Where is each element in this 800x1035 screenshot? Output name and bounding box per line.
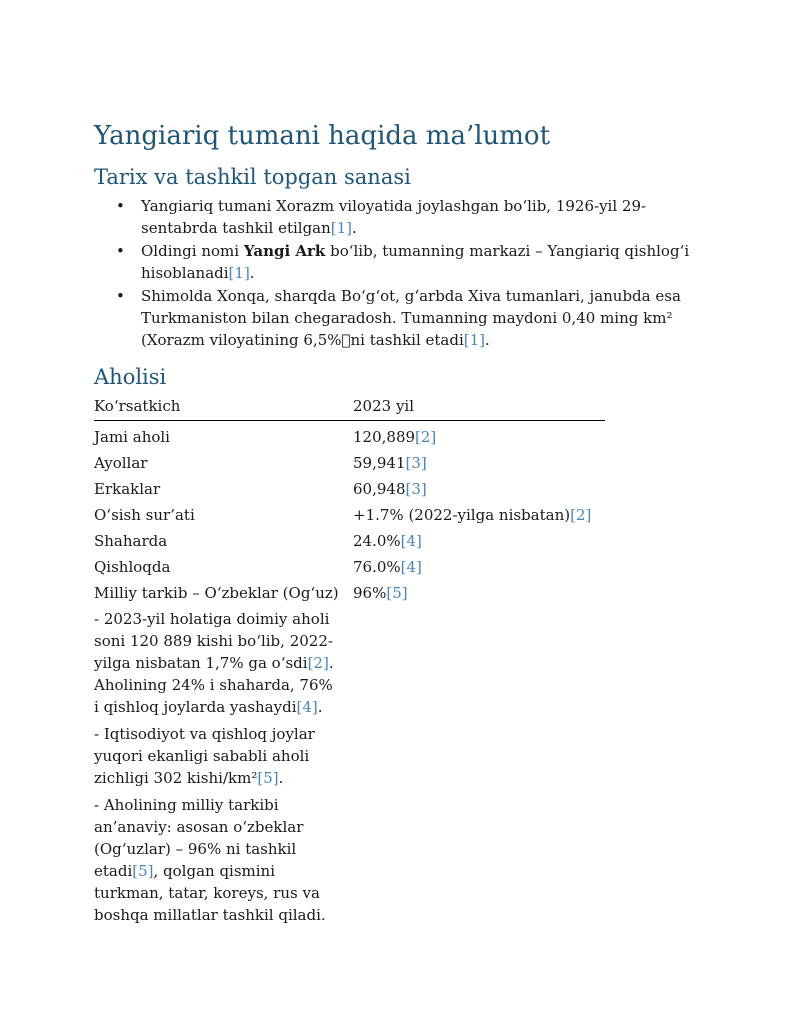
table-row <box>94 500 605 526</box>
bullet-dot-icon: • <box>116 197 125 215</box>
population-notes <box>94 608 334 926</box>
row-value: 60,948[3] <box>353 480 427 498</box>
history-bullet-list <box>94 195 714 351</box>
row-label: Shaharda <box>94 532 168 550</box>
table-row <box>94 526 605 552</box>
bullet-item: • Oldingi nomi Yangi Ark boʻlib, tumanning markazi – Yangiariq qishlogʻi hisoblanadi[1]. <box>116 242 690 282</box>
row-label: Erkaklar <box>94 480 161 498</box>
bullet-item: • Yangiariq tumani Xorazm viloyatida joylashgan boʻlib, 1926-yil 29-sentabrda tashkil etilgan[1]. <box>116 197 647 237</box>
citation-link[interactable]: [2] <box>415 428 437 446</box>
citation-link[interactable]: [4] <box>400 532 422 550</box>
row-label: Jami aholi <box>94 428 170 446</box>
citation-link[interactable]: [1] <box>228 264 250 282</box>
row-value: 24.0%[4] <box>353 532 422 550</box>
bullet-dot-icon: • <box>116 242 125 260</box>
citation-link[interactable]: [5] <box>386 584 408 602</box>
row-label: Ayollar <box>94 454 148 472</box>
table-row <box>94 448 605 474</box>
bullet-dot-icon: • <box>116 287 125 305</box>
section-heading-history: Tarix va tashkil topgan sanasi <box>94 165 411 189</box>
note-paragraph: - Iqtisodiyot va qishloq joylar yuqori ekanligi sababli aholi zichligi 302 kishi/km²[5]. <box>94 725 315 787</box>
note-paragraph: - 2023-yil holatiga doimiy aholi soni 120 889 kishi boʻlib, 2022-yilga nisbatan 1,7% ga oʻsdi[2]. Aholining 24% i shaharda, 76% i qishloq joylarda yashaydi[4]. <box>94 610 334 716</box>
table-row <box>94 578 605 604</box>
table-row <box>94 552 605 578</box>
document-page <box>94 118 714 931</box>
citation-link[interactable]: [5] <box>257 769 279 787</box>
row-value: +1.7% (2022-yilga nisbatan)[2] <box>353 506 592 524</box>
citation-link[interactable]: [4] <box>296 698 318 716</box>
row-value: 76.0%[4] <box>353 558 422 576</box>
bullet-item: • Shimolda Xonqa, sharqda Boʻgʻot, gʻarbda Xiva tumanlari, janubda esa Turkmaniston bilan chegaradosh. Tumanning maydoni 0,40 ming km² (Xorazm viloyatining 6,5% ni tashkil etadi[1]. <box>116 287 681 349</box>
row-label: Oʻsish sur’ati <box>94 506 195 524</box>
row-value: 120,889[2] <box>353 428 437 446</box>
citation-link[interactable]: [1] <box>330 219 353 237</box>
note-paragraph: - Aholining milliy tarkibi an’anaviy: asosan oʻzbeklar (Ogʻuzlar) – 96% ni tashkil etadi[5], qolgan qismini turkman, tatar, koreys, rus va boshqa millatlar tashkil qiladi. <box>94 796 326 924</box>
table-header-row <box>94 395 605 421</box>
row-value: 59,941[3] <box>353 454 427 472</box>
section-heading-population: Aholisi <box>94 365 167 389</box>
column-header-indicator: Koʻrsatkich <box>94 395 353 421</box>
citation-link[interactable]: [5] <box>132 862 154 880</box>
table-row <box>94 474 605 500</box>
document-title: Yangiariq tumani haqida ma’lumot <box>94 121 551 151</box>
column-header-year: 2023 yil <box>353 395 605 421</box>
citation-link[interactable]: [3] <box>405 454 427 472</box>
row-value: 96%[5] <box>353 584 408 602</box>
population-table <box>94 395 605 604</box>
citation-link[interactable]: [2] <box>570 506 592 524</box>
table-row <box>94 421 605 449</box>
row-label: Milliy tarkib – Oʻzbeklar (Ogʻuz) <box>94 584 339 602</box>
citation-link[interactable]: [3] <box>405 480 427 498</box>
citation-link[interactable]: [1] <box>463 331 486 349</box>
row-label: Qishloqda <box>94 558 171 576</box>
citation-link[interactable]: [4] <box>400 558 422 576</box>
citation-link[interactable]: [2] <box>307 654 329 672</box>
